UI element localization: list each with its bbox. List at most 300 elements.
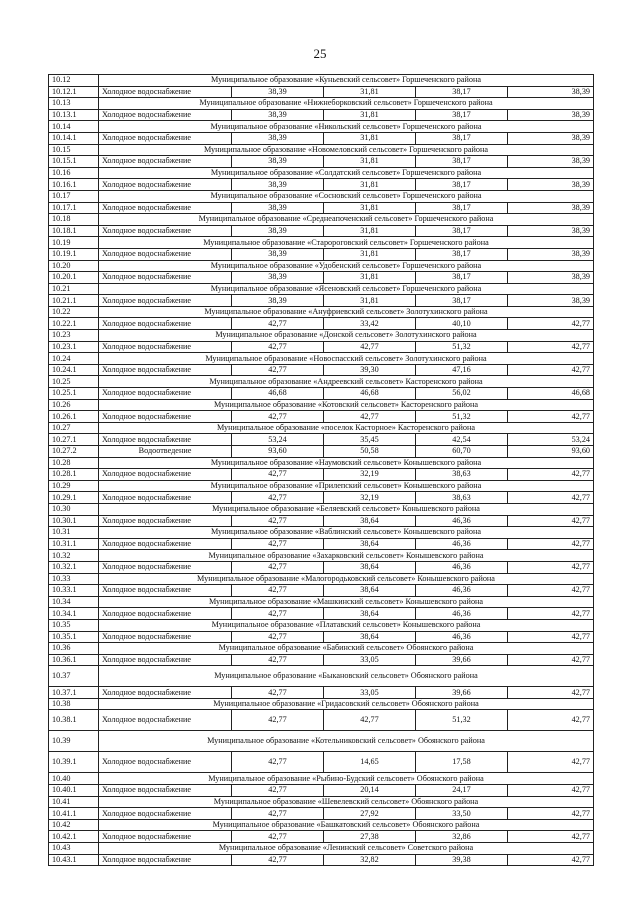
tariff-value-2-cell: 32,19 [324, 469, 416, 481]
row-code-cell: 10.24 [49, 353, 99, 365]
tariff-value-2-cell: 33,42 [324, 318, 416, 330]
tariff-value-4-cell: 42,77 [508, 561, 594, 573]
tariff-row [49, 654, 594, 666]
municipality-header-row [49, 98, 594, 110]
tariff-value-2-cell: 42,77 [324, 411, 416, 423]
row-code-cell: 10.22 [49, 306, 99, 318]
service-name-cell: Холодное водоснабжение [99, 248, 232, 260]
municipality-title-cell: Муниципальное образование «Наумовский сельсовет» Конышевского района [99, 457, 594, 469]
service-name-cell: Холодное водоснабжение [99, 808, 232, 820]
row-code-cell: 10.36 [49, 643, 99, 655]
tariff-value-2-cell: 20,14 [324, 785, 416, 797]
row-code-cell: 10.25 [49, 376, 99, 388]
municipality-header-row [49, 214, 594, 226]
tariff-value-3-cell: 38,17 [416, 109, 508, 121]
municipality-header-row [49, 619, 594, 631]
tariff-value-3-cell: 38,17 [416, 225, 508, 237]
row-code-cell: 10.15 [49, 144, 99, 156]
row-code-cell: 10.13 [49, 98, 99, 110]
row-code-cell: 10.32.1 [49, 561, 99, 573]
row-code-cell: 10.15.1 [49, 156, 99, 168]
tariff-row [49, 364, 594, 376]
tariff-value-2-cell: 33,05 [324, 654, 416, 666]
tariff-value-3-cell: 38,17 [416, 295, 508, 307]
municipality-title-cell: Муниципальное образование «Рыбино-Будский сельсовет» Обоянского района [99, 773, 594, 785]
row-code-cell: 10.30.1 [49, 515, 99, 527]
tariff-value-4-cell: 38,39 [508, 202, 594, 214]
tariff-value-1-cell: 42,77 [232, 608, 324, 620]
municipality-title-cell: Муниципальное образование «Гридасовский сельсовет» Обоянского района [99, 698, 594, 710]
tariff-value-1-cell: 42,77 [232, 515, 324, 527]
tariff-value-2-cell: 31,81 [324, 225, 416, 237]
tariff-value-4-cell: 38,39 [508, 132, 594, 144]
service-name-cell: Холодное водоснабжение [99, 86, 232, 98]
tariff-value-4-cell: 42,77 [508, 341, 594, 353]
tariff-value-4-cell: 42,77 [508, 492, 594, 504]
tariff-row [49, 752, 594, 773]
tariff-row [49, 434, 594, 446]
tariff-value-1-cell: 42,77 [232, 710, 324, 731]
tariff-row [49, 86, 594, 98]
tariff-value-1-cell: 42,77 [232, 687, 324, 699]
tariff-value-4-cell: 38,39 [508, 272, 594, 284]
row-code-cell: 10.18.1 [49, 225, 99, 237]
tariff-value-2-cell: 31,81 [324, 86, 416, 98]
tariff-value-2-cell: 31,81 [324, 156, 416, 168]
row-code-cell: 10.28.1 [49, 469, 99, 481]
municipality-title-cell: Муниципальное образование «Прилепский сельсовет» Конышевского района [99, 480, 594, 492]
tariff-value-4-cell: 93,60 [508, 446, 594, 458]
row-code-cell: 10.29.1 [49, 492, 99, 504]
tariff-value-4-cell: 42,77 [508, 710, 594, 731]
tariff-value-3-cell: 24,17 [416, 785, 508, 797]
row-code-cell: 10.12.1 [49, 86, 99, 98]
tariff-value-1-cell: 42,77 [232, 785, 324, 797]
row-code-cell: 10.43.1 [49, 854, 99, 866]
tariff-value-4-cell: 42,77 [508, 608, 594, 620]
tariff-value-4-cell: 42,77 [508, 654, 594, 666]
municipality-title-cell: Муниципальное образование «Котельниковский сельсовет» Обоянского района [99, 731, 594, 752]
municipality-header-row [49, 457, 594, 469]
tariff-value-1-cell: 42,77 [232, 469, 324, 481]
tariff-value-1-cell: 38,39 [232, 132, 324, 144]
tariff-value-2-cell: 31,81 [324, 202, 416, 214]
municipality-header-row [49, 283, 594, 295]
page-number: 25 [313, 46, 327, 61]
service-name-cell: Холодное водоснабжение [99, 608, 232, 620]
service-name-cell: Холодное водоснабжение [99, 109, 232, 121]
tariff-value-2-cell: 42,77 [324, 341, 416, 353]
service-name-cell: Холодное водоснабжение [99, 202, 232, 214]
tariff-value-1-cell: 42,77 [232, 364, 324, 376]
tariff-value-1-cell: 42,77 [232, 411, 324, 423]
tariff-row [49, 446, 594, 458]
tariff-value-4-cell: 42,77 [508, 785, 594, 797]
tariff-row [49, 585, 594, 597]
row-code-cell: 10.29 [49, 480, 99, 492]
tariff-row [49, 492, 594, 504]
tariff-row [49, 631, 594, 643]
row-code-cell: 10.26.1 [49, 411, 99, 423]
tariff-value-4-cell: 38,39 [508, 109, 594, 121]
municipality-title-cell: Муниципальное образование «Ленинский сельсовет» Советского района [99, 843, 594, 855]
service-name-cell: Холодное водоснабжение [99, 561, 232, 573]
service-name-cell: Холодное водоснабжение [99, 515, 232, 527]
tariff-value-3-cell: 60,70 [416, 446, 508, 458]
tariff-value-2-cell: 38,64 [324, 561, 416, 573]
tariff-value-3-cell: 38,17 [416, 202, 508, 214]
municipality-header-row [49, 666, 594, 687]
tariff-row [49, 469, 594, 481]
row-code-cell: 10.20 [49, 260, 99, 272]
row-code-cell: 10.34.1 [49, 608, 99, 620]
tariff-value-3-cell: 46,36 [416, 631, 508, 643]
tariff-value-3-cell: 46,36 [416, 538, 508, 550]
municipality-header-row [49, 353, 594, 365]
municipality-title-cell: Муниципальное образование «Машкинский сельсовет» Конышевского района [99, 596, 594, 608]
tariff-value-4-cell: 42,77 [508, 831, 594, 843]
tariff-value-4-cell: 42,77 [508, 631, 594, 643]
tariff-row [49, 561, 594, 573]
municipality-header-row [49, 731, 594, 752]
municipality-header-row [49, 121, 594, 133]
tariff-value-3-cell: 39,38 [416, 854, 508, 866]
tariff-row [49, 538, 594, 550]
tariff-row [49, 411, 594, 423]
municipality-title-cell: Муниципальное образование «Сосновский сельсовет» Горшеченского района [99, 190, 594, 202]
tariff-row [49, 295, 594, 307]
tariff-row [49, 179, 594, 191]
municipality-header-row [49, 550, 594, 562]
tariff-value-4-cell: 42,77 [508, 687, 594, 699]
tariff-value-3-cell: 38,17 [416, 86, 508, 98]
tariff-value-3-cell: 39,66 [416, 687, 508, 699]
tariff-row [49, 225, 594, 237]
tariff-value-3-cell: 38,17 [416, 179, 508, 191]
tariff-value-1-cell: 38,39 [232, 179, 324, 191]
service-name-cell: Холодное водоснабжение [99, 411, 232, 423]
municipality-header-row [49, 503, 594, 515]
tariff-value-1-cell: 42,77 [232, 752, 324, 773]
tariff-value-4-cell: 42,77 [508, 515, 594, 527]
tariff-row [49, 785, 594, 797]
row-code-cell: 10.42.1 [49, 831, 99, 843]
municipality-title-cell: Муниципальное образование «Котовский сельсовет» Касторенского района [99, 399, 594, 411]
row-code-cell: 10.41.1 [49, 808, 99, 820]
municipality-header-row [49, 698, 594, 710]
municipality-title-cell: Муниципальное образование «Башкатовский сельсовет» Обоянского района [99, 819, 594, 831]
tariff-value-1-cell: 42,77 [232, 631, 324, 643]
tariff-value-2-cell: 38,64 [324, 515, 416, 527]
tariff-value-1-cell: 93,60 [232, 446, 324, 458]
tariff-value-2-cell: 31,81 [324, 248, 416, 260]
municipality-header-row [49, 237, 594, 249]
tariff-row [49, 515, 594, 527]
tariff-row [49, 808, 594, 820]
tariff-value-1-cell: 42,77 [232, 561, 324, 573]
municipality-title-cell: Муниципальное образование «Никольский сельсовет» Горшеченского района [99, 121, 594, 133]
tariff-value-1-cell: 42,77 [232, 654, 324, 666]
tariff-value-3-cell: 38,63 [416, 469, 508, 481]
row-code-cell: 10.28 [49, 457, 99, 469]
municipality-header-row [49, 75, 594, 87]
municipality-header-row [49, 330, 594, 342]
municipality-header-row [49, 167, 594, 179]
tariff-row [49, 687, 594, 699]
tariff-value-3-cell: 38,17 [416, 156, 508, 168]
municipality-title-cell: Муниципальное образование «Быкановский сельсовет» Обоянского района [99, 666, 594, 687]
service-name-cell: Холодное водоснабжение [99, 785, 232, 797]
service-name-cell: Холодное водоснабжение [99, 469, 232, 481]
tariff-value-1-cell: 38,39 [232, 248, 324, 260]
tariff-value-3-cell: 51,32 [416, 411, 508, 423]
tariff-value-3-cell: 47,16 [416, 364, 508, 376]
tariff-value-3-cell: 42,54 [416, 434, 508, 446]
tariff-value-3-cell: 40,10 [416, 318, 508, 330]
row-code-cell: 10.23 [49, 330, 99, 342]
row-code-cell: 10.14.1 [49, 132, 99, 144]
tariff-value-4-cell: 38,39 [508, 295, 594, 307]
row-code-cell: 10.21 [49, 283, 99, 295]
row-code-cell: 10.41 [49, 796, 99, 808]
tariff-value-3-cell: 46,36 [416, 585, 508, 597]
row-code-cell: 10.42 [49, 819, 99, 831]
tariff-value-3-cell: 32,86 [416, 831, 508, 843]
municipality-title-cell: Муниципальное образование «поселок Касторное» Касторенского района [99, 422, 594, 434]
tariff-value-2-cell: 32,82 [324, 854, 416, 866]
municipality-header-row [49, 796, 594, 808]
service-name-cell: Холодное водоснабжение [99, 132, 232, 144]
row-code-cell: 10.13.1 [49, 109, 99, 121]
service-name-cell: Холодное водоснабжение [99, 654, 232, 666]
municipality-title-cell: Муниципальное образование «Малогородьковский сельсовет» Конышевского района [99, 573, 594, 585]
service-name-cell: Холодное водоснабжение [99, 272, 232, 284]
tariff-value-4-cell: 42,77 [508, 854, 594, 866]
tariff-value-2-cell: 35,45 [324, 434, 416, 446]
tariff-value-4-cell: 42,77 [508, 752, 594, 773]
municipality-header-row [49, 144, 594, 156]
tariff-value-2-cell: 27,92 [324, 808, 416, 820]
tariff-value-3-cell: 46,36 [416, 515, 508, 527]
tariff-value-1-cell: 42,77 [232, 831, 324, 843]
tariff-value-2-cell: 38,64 [324, 631, 416, 643]
row-code-cell: 10.24.1 [49, 364, 99, 376]
row-code-cell: 10.37.1 [49, 687, 99, 699]
tariff-value-4-cell: 42,77 [508, 364, 594, 376]
municipality-title-cell: Муниципальное образование «Донской сельсовет» Золотухинского района [99, 330, 594, 342]
tariff-value-2-cell: 31,81 [324, 272, 416, 284]
tariff-value-2-cell: 31,81 [324, 132, 416, 144]
service-name-cell: Холодное водоснабжение [99, 710, 232, 731]
tariff-value-2-cell: 27,38 [324, 831, 416, 843]
row-code-cell: 10.20.1 [49, 272, 99, 284]
tariff-value-3-cell: 17,58 [416, 752, 508, 773]
municipality-title-cell: Муниципальное образование «Новоспасский сельсовет» Золотухинского района [99, 353, 594, 365]
service-name-cell: Холодное водоснабжение [99, 341, 232, 353]
row-code-cell: 10.30 [49, 503, 99, 515]
row-code-cell: 10.31 [49, 527, 99, 539]
tariff-value-1-cell: 42,77 [232, 318, 324, 330]
tariff-value-4-cell: 38,39 [508, 179, 594, 191]
row-code-cell: 10.18 [49, 214, 99, 226]
row-code-cell: 10.27.1 [49, 434, 99, 446]
tariff-value-2-cell: 38,64 [324, 585, 416, 597]
tariff-value-2-cell: 31,81 [324, 109, 416, 121]
tariff-row [49, 710, 594, 731]
tariff-table [48, 74, 594, 866]
municipality-title-cell: Муниципальное образование «Бабинский сельсовет» Обоянского района [99, 643, 594, 655]
municipality-title-cell: Муниципальное образование «Платавский сельсовет» Конышевского района [99, 619, 594, 631]
tariff-value-2-cell: 38,64 [324, 538, 416, 550]
service-name-cell: Холодное водоснабжение [99, 434, 232, 446]
row-code-cell: 10.14 [49, 121, 99, 133]
tariff-value-4-cell: 42,77 [508, 318, 594, 330]
tariff-value-3-cell: 46,36 [416, 608, 508, 620]
tariff-row [49, 272, 594, 284]
tariff-value-1-cell: 38,39 [232, 295, 324, 307]
municipality-header-row [49, 527, 594, 539]
tariff-row [49, 388, 594, 400]
tariff-value-4-cell: 38,39 [508, 156, 594, 168]
tariff-row [49, 248, 594, 260]
row-code-cell: 10.26 [49, 399, 99, 411]
tariff-value-1-cell: 42,77 [232, 854, 324, 866]
service-name-cell: Холодное водоснабжение [99, 295, 232, 307]
tariff-value-2-cell: 14,65 [324, 752, 416, 773]
tariff-value-3-cell: 46,36 [416, 561, 508, 573]
service-name-cell: Холодное водоснабжение [99, 585, 232, 597]
tariff-value-3-cell: 33,50 [416, 808, 508, 820]
row-code-cell: 10.36.1 [49, 654, 99, 666]
tariff-value-2-cell: 31,81 [324, 179, 416, 191]
row-code-cell: 10.35.1 [49, 631, 99, 643]
municipality-title-cell: Муниципальное образование «Солдатский сельсовет» Горшеченского района [99, 167, 594, 179]
municipality-header-row [49, 843, 594, 855]
service-name-cell: Водоотведение [99, 446, 232, 458]
tariff-value-1-cell: 42,77 [232, 341, 324, 353]
tariff-value-2-cell: 32,19 [324, 492, 416, 504]
row-code-cell: 10.19.1 [49, 248, 99, 260]
municipality-header-row [49, 819, 594, 831]
municipality-title-cell: Муниципальное образование «Нижнеборковский сельсовет» Горшеченского района [99, 98, 594, 110]
tariff-value-3-cell: 38,63 [416, 492, 508, 504]
service-name-cell: Холодное водоснабжение [99, 752, 232, 773]
tariff-value-3-cell: 56,02 [416, 388, 508, 400]
tariff-value-2-cell: 33,05 [324, 687, 416, 699]
municipality-header-row [49, 773, 594, 785]
tariff-value-4-cell: 42,77 [508, 538, 594, 550]
tariff-row [49, 132, 594, 144]
row-code-cell: 10.17 [49, 190, 99, 202]
service-name-cell: Холодное водоснабжение [99, 631, 232, 643]
row-code-cell: 10.38.1 [49, 710, 99, 731]
municipality-title-cell: Муниципальное образование «Куньевский сельсовет» Горшеченского района [99, 75, 594, 87]
tariff-row [49, 202, 594, 214]
municipality-header-row [49, 573, 594, 585]
tariff-value-2-cell: 31,81 [324, 295, 416, 307]
tariff-value-1-cell: 38,39 [232, 272, 324, 284]
tariff-value-4-cell: 38,39 [508, 225, 594, 237]
tariff-value-1-cell: 38,39 [232, 109, 324, 121]
row-code-cell: 10.19 [49, 237, 99, 249]
tariff-value-3-cell: 51,32 [416, 341, 508, 353]
row-code-cell: 10.37 [49, 666, 99, 687]
municipality-title-cell: Муниципальное образование «Старороговский сельсовет» Горшеченского района [99, 237, 594, 249]
tariff-value-1-cell: 42,77 [232, 492, 324, 504]
row-code-cell: 10.23.1 [49, 341, 99, 353]
row-code-cell: 10.33 [49, 573, 99, 585]
municipality-title-cell: Муниципальное образование «Андреевский сельсовет» Касторенского района [99, 376, 594, 388]
service-name-cell: Холодное водоснабжение [99, 831, 232, 843]
tariff-value-2-cell: 50,58 [324, 446, 416, 458]
municipality-title-cell: Муниципальное образование «Новомеловский сельсовет» Горшеченского района [99, 144, 594, 156]
tariff-row [49, 831, 594, 843]
row-code-cell: 10.21.1 [49, 295, 99, 307]
tariff-value-1-cell: 38,39 [232, 202, 324, 214]
row-code-cell: 10.12 [49, 75, 99, 87]
tariff-value-2-cell: 42,77 [324, 710, 416, 731]
tariff-value-1-cell: 42,77 [232, 808, 324, 820]
municipality-header-row [49, 376, 594, 388]
tariff-value-2-cell: 39,30 [324, 364, 416, 376]
tariff-row [49, 854, 594, 866]
row-code-cell: 10.27 [49, 422, 99, 434]
municipality-header-row [49, 643, 594, 655]
tariff-value-3-cell: 38,17 [416, 132, 508, 144]
service-name-cell: Холодное водоснабжение [99, 854, 232, 866]
row-code-cell: 10.25.1 [49, 388, 99, 400]
municipality-title-cell: Муниципальное образование «Ясеновский сельсовет» Горшеченского района [99, 283, 594, 295]
tariff-row [49, 318, 594, 330]
row-code-cell: 10.27.2 [49, 446, 99, 458]
municipality-title-cell: Муниципальное образование «Ануфриевский сельсовет» Золотухинского района [99, 306, 594, 318]
tariff-value-1-cell: 42,77 [232, 585, 324, 597]
municipality-title-cell: Муниципальное образование «Захарковский сельсовет» Конышевского района [99, 550, 594, 562]
tariff-value-4-cell: 42,77 [508, 585, 594, 597]
row-code-cell: 10.32 [49, 550, 99, 562]
tariff-value-4-cell: 46,68 [508, 388, 594, 400]
row-code-cell: 10.40.1 [49, 785, 99, 797]
tariff-value-1-cell: 46,68 [232, 388, 324, 400]
tariff-value-4-cell: 53,24 [508, 434, 594, 446]
municipality-title-cell: Муниципальное образование «Ваблинский сельсовет» Конышевского района [99, 527, 594, 539]
municipality-header-row [49, 260, 594, 272]
service-name-cell: Холодное водоснабжение [99, 492, 232, 504]
tariff-value-3-cell: 51,32 [416, 710, 508, 731]
row-code-cell: 10.17.1 [49, 202, 99, 214]
tariff-value-1-cell: 42,77 [232, 538, 324, 550]
municipality-title-cell: Муниципальное образование «Беляевский сельсовет» Конышевского района [99, 503, 594, 515]
municipality-header-row [49, 480, 594, 492]
row-code-cell: 10.31.1 [49, 538, 99, 550]
row-code-cell: 10.22.1 [49, 318, 99, 330]
tariff-value-1-cell: 38,39 [232, 156, 324, 168]
municipality-title-cell: Муниципальное образование «Шевелевский сельсовет» Обоянского района [99, 796, 594, 808]
municipality-header-row [49, 399, 594, 411]
row-code-cell: 10.35 [49, 619, 99, 631]
tariff-row [49, 156, 594, 168]
municipality-header-row [49, 422, 594, 434]
tariff-value-1-cell: 38,39 [232, 225, 324, 237]
tariff-value-4-cell: 38,39 [508, 248, 594, 260]
tariff-row [49, 608, 594, 620]
row-code-cell: 10.33.1 [49, 585, 99, 597]
row-code-cell: 10.39.1 [49, 752, 99, 773]
tariff-value-3-cell: 39,66 [416, 654, 508, 666]
service-name-cell: Холодное водоснабжение [99, 156, 232, 168]
row-code-cell: 10.39 [49, 731, 99, 752]
tariff-row [49, 109, 594, 121]
